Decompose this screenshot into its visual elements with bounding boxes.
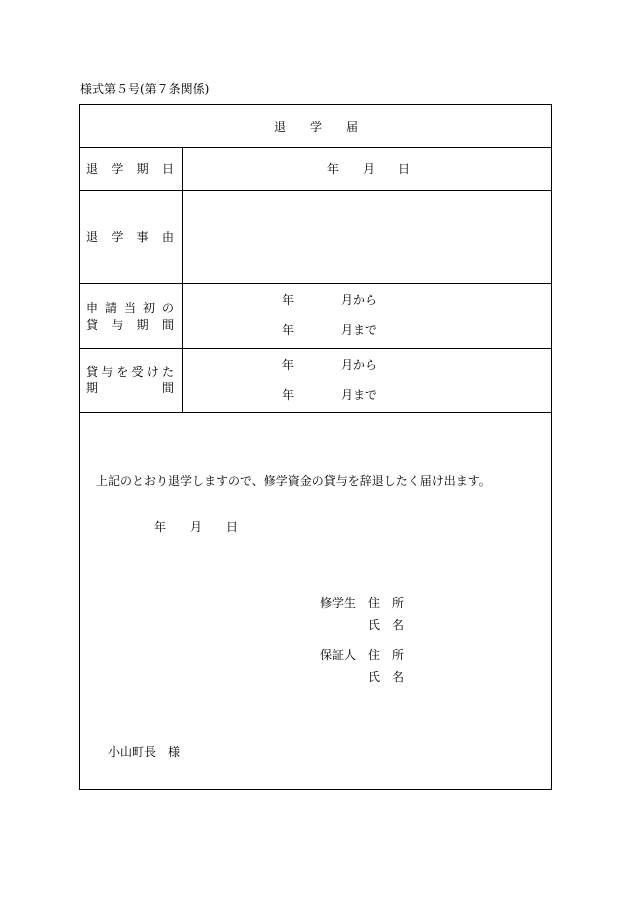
guarantor-role-label: 保証人 <box>320 648 357 662</box>
received-period-label-line2: 期 間 <box>86 381 174 395</box>
initial-period-from-month[interactable]: 月から <box>341 293 378 307</box>
student-name-field[interactable] <box>410 616 540 634</box>
received-period-to-month[interactable]: 月まで <box>341 388 378 402</box>
initial-period-from-year[interactable]: 年 <box>282 293 295 307</box>
guarantor-address-label: 住 所 <box>368 648 405 662</box>
declaration-statement: 上記のとおり退学しますので、修学資金の貸与を辞退したく届け出ます。 <box>96 474 491 488</box>
withdrawal-reason-label: 退 学 事 由 <box>86 230 174 244</box>
initial-period-to-year[interactable]: 年 <box>282 323 295 337</box>
withdrawal-reason-field[interactable] <box>184 192 550 281</box>
form-number: 様式第５号(第７条関係) <box>80 82 210 96</box>
form-title-char: 届 <box>345 120 358 134</box>
withdrawal-date-day[interactable]: 日 <box>398 162 411 176</box>
submission-date-year[interactable]: 年 <box>154 520 167 534</box>
guarantor-name-field[interactable] <box>410 668 540 686</box>
initial-period-label-line1: 申 請 当 初 の <box>86 301 174 315</box>
form-title-char: 学 <box>309 120 322 134</box>
received-period-to-year[interactable]: 年 <box>282 388 295 402</box>
student-role-label: 修学生 <box>320 596 357 610</box>
submission-date-month[interactable]: 月 <box>190 520 203 534</box>
received-period-from-year[interactable]: 年 <box>282 358 295 372</box>
row-divider <box>79 190 552 191</box>
received-period-from-month[interactable]: 月から <box>341 358 378 372</box>
submission-date-day[interactable]: 日 <box>226 520 239 534</box>
row-divider <box>79 348 552 349</box>
withdrawal-date-month[interactable]: 月 <box>363 162 376 176</box>
initial-period-label-line2: 貸 与 期 間 <box>86 318 174 332</box>
student-address-field[interactable] <box>410 594 540 612</box>
initial-period-to-month[interactable]: 月まで <box>341 323 378 337</box>
student-address-label: 住 所 <box>368 596 405 610</box>
guarantor-address-field[interactable] <box>410 646 540 664</box>
row-divider <box>79 283 552 284</box>
guarantor-name-label: 氏 名 <box>368 670 405 684</box>
student-name-label: 氏 名 <box>368 618 405 632</box>
withdrawal-date-year[interactable]: 年 <box>327 162 340 176</box>
addressee: 小山町長 様 <box>108 745 181 759</box>
withdrawal-date-label: 退 学 期 日 <box>86 162 174 176</box>
received-period-label-line1: 貸 与 を 受 け た <box>86 365 174 379</box>
form-title <box>274 120 358 134</box>
row-divider <box>79 147 552 148</box>
row-divider <box>79 412 552 413</box>
column-divider <box>182 147 183 412</box>
form-title-char: 退 <box>274 120 287 134</box>
